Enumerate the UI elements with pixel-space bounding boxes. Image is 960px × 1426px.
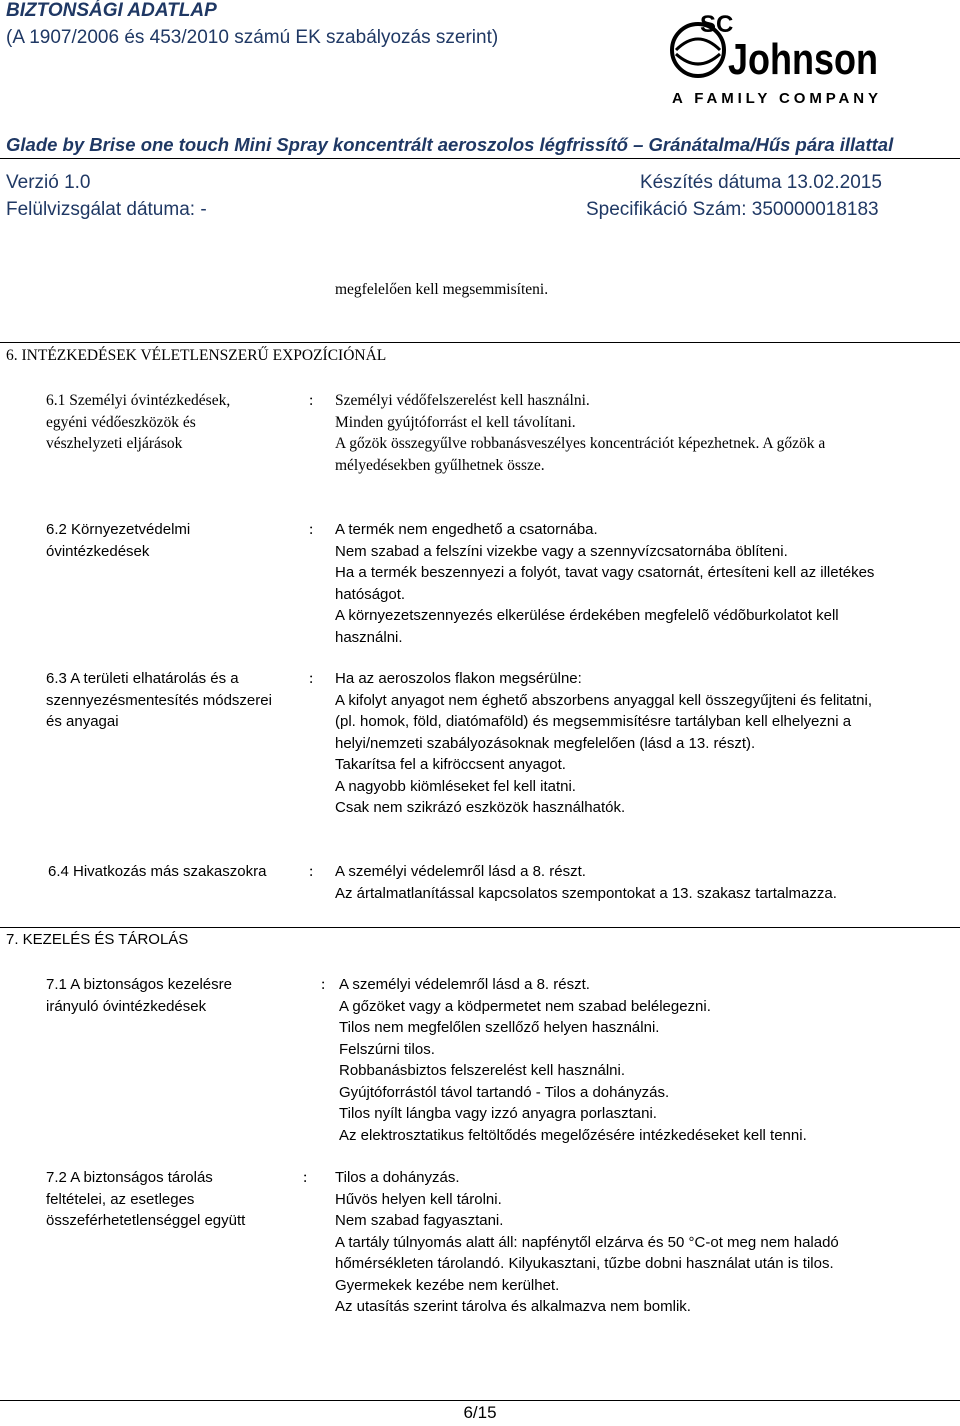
subsection-6-3-content: Ha az aeroszolos flakon megsérülne: A kifolyt anyagot nem éghető abszorbens anyaggal kell összegyűjteni és felitatni, (pl. homok, föld, diatómaföld) és megsemmisítésre tartályban kell elhelyezni a helyi/nemzeti szabályozásoknak megfelelően (lásd a 13. részt). Takarítsa fel a kifröccsent anyagot. A nagyobb kiömléseket fel kell itatni. Csak nem szikrázó eszközök használhatók. (335, 670, 872, 816)
subsection-6-1-label: 6.1 Személyi óvintézkedések, egyéni védőeszközök és vészhelyzeti eljárások (46, 392, 231, 452)
subsection-7-2-label: 7.2 A biztonságos tárolás feltételei, az esetleges összeférhetetlenséggel együtt (46, 1169, 246, 1229)
subsection-6-2-content: A termék nem engedhető a csatornába. Nem szabad a felszíni vizekbe vagy a szennyvízcsatornába öblíteni. Ha a termék beszennyezi a folyót, tavat vagy csatornát, értesíteni kell az illetékes hatóságot. A környezetszennyezés elkerülése érdekében megfelelõ védõburkolatot kell használni. (335, 521, 875, 646)
subsection-6-4-colon: : (309, 863, 314, 880)
logo-brand-name: Johnson (728, 35, 878, 84)
section-7-title: 7. KEZELÉS ÉS TÁROLÁS (6, 931, 189, 948)
section-7-rule (0, 927, 960, 928)
logo-brand-top: SC (700, 11, 734, 38)
specification-number: Specifikáció Szám: 350000018183 (586, 199, 879, 220)
subsection-6-1-colon: : (309, 392, 314, 409)
header-divider (0, 158, 960, 159)
subsection-7-1-content: A személyi védelemről lásd a 8. részt. A gőzöket vagy a ködpermetet nem szabad belélegezni. Tilos nem megfelőlen szellőző helyen használni. Felszúrni tilos. Robbanásbiztos felszerelést kell használni. Gyújtóforrástól távol tartandó - Tilos a dohányzás. Tilos nyílt lángba vagy izzó anyagra porlasztani. Az elektrosztatikus feltöltődés megelőzésére intézkedéseket kell tenni. (339, 976, 807, 1144)
subsection-6-3-colon: : (309, 670, 314, 687)
continuation-text: megfelelően kell megsemmisíteni. (335, 281, 549, 298)
section-6-rule (0, 342, 960, 343)
revision-date: Felülvizsgálat dátuma: - (6, 199, 207, 220)
subsection-6-2-label: 6.2 Környezetvédelmi óvintézkedések (46, 521, 191, 560)
sc-johnson-logo (668, 8, 882, 108)
subsection-7-2-colon: : (303, 1169, 308, 1186)
product-name: Glade by Brise one touch Mini Spray koncentrált aeroszolos légfrissítő – Gránátalma/Hűs pára illattal (6, 134, 894, 155)
section-6-title: 6. INTÉZKEDÉSEK VÉLETLENSZERŰ EXPOZÍCIÓNÁL (6, 347, 387, 364)
subsection-6-4-content: A személyi védelemről lásd a 8. részt. Az ártalmatlanítással kapcsolatos szempontokat a 13. szakasz tartalmazza. (335, 863, 837, 902)
version-label: Verzió 1.0 (6, 172, 91, 193)
subsection-6-3-label: 6.3 A területi elhatárolás és a szennyezésmentesítés módszerei és anyagai (46, 670, 272, 730)
logo-tagline: A FAMILY COMPANY (672, 90, 878, 107)
subsection-6-1-content: Személyi védőfelszerelést kell használni. Minden gyújtóforrást el kell távolítani. A gőzök összegyűlve robbanásveszélyes koncentrációt képezhetnek. A gőzök a mélyedésekben gyűlhetnek össze. (335, 392, 826, 474)
subsection-6-4-label: 6.4 Hivatkozás más szakaszokra (48, 863, 267, 880)
subsection-7-1-label: 7.1 A biztonságos kezelésre irányuló óvintézkedések (46, 976, 232, 1015)
subsection-6-2-colon: : (309, 521, 314, 538)
subsection-7-2-content: Tilos a dohányzás. Hűvös helyen kell tárolni. Nem szabad fagyasztani. A tartály túlnyomás alatt áll: napfénytől elzárva és 50 °C-ot meg nem haladó hőmérsékleten tárolandó. Kilyukasztani, tűzbe dobni használat után is tilos. Gyermekek kezébe nem kerülhet. Az utasítás szerint tárolva és alkalmazva nem bomlik. (335, 1169, 839, 1315)
page-number: 6/15 (463, 1403, 497, 1422)
document-title: BIZTONSÁGI ADATLAP (6, 0, 217, 21)
subsection-7-1-colon: : (321, 976, 326, 993)
regulation-subtitle: (A 1907/2006 és 453/2010 számú EK szabályozás szerint) (6, 27, 499, 48)
creation-date: Készítés dátuma 13.02.2015 (640, 172, 882, 193)
